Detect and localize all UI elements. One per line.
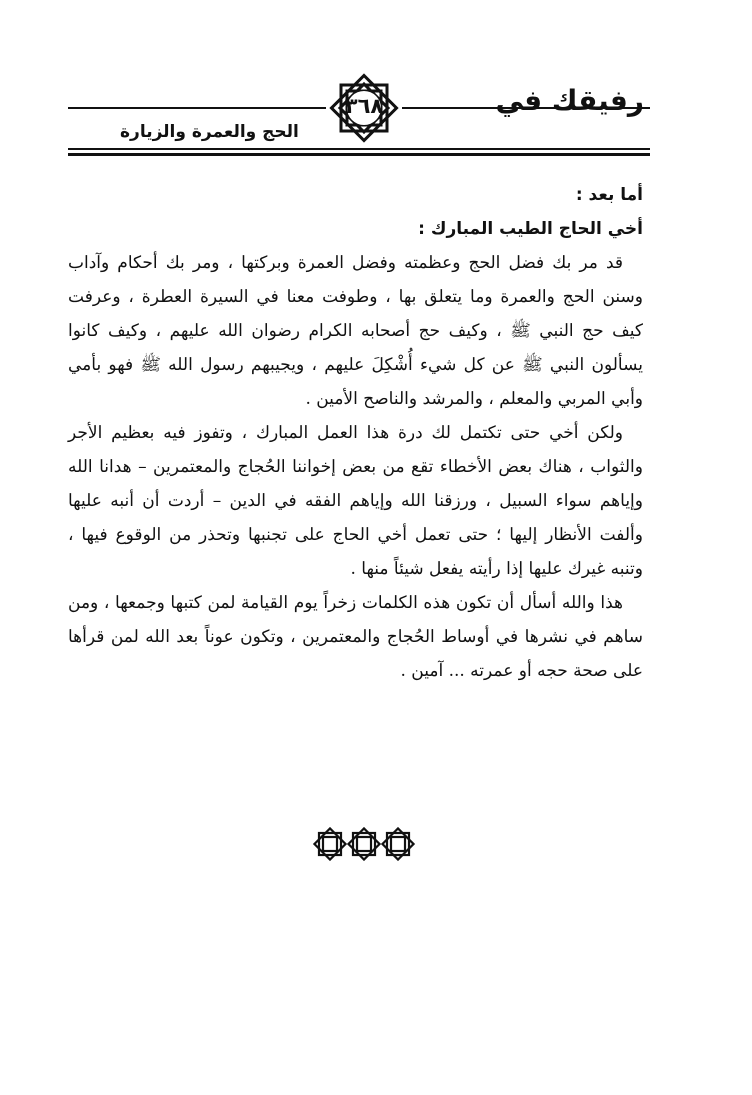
page-header — [0, 0, 752, 160]
page-number: ٣٦٨ — [344, 94, 384, 118]
closing-ornament-icon — [312, 826, 416, 862]
address-line: أخي الحاج الطيب المبارك : — [418, 219, 643, 239]
paragraph: ولكن أخي حتى تكتمل لك درة هذا العمل المبارك ، وتفوز فيه بعظيم الأجر والثواب ، هناك بعض الأخطاء تقع من بعض إخواننا الحُجاج والمعتمرين – هدانا الله وإياهم سواء السبيل ، ورزقنا الله وإياهم الفقه في الدين – أردت أن أنبه عليها وألفت الأنظار إليها ؛ حتى تعمل أخي الحاج على تجنبها وتحذر من الوقوع فيها ، وتنبه غيرك عليها إذا رأيته يفعل شيئاً منها . — [68, 423, 643, 579]
salutation: أما بعد : — [575, 185, 643, 205]
body-text — [68, 178, 643, 688]
paragraph: قد مر بك فضل الحج وعظمته وفضل العمرة وبركتها ، ومر بك أحكام وآداب وسنن الحج والعمرة وما يتعلق بها ، وطوفت معنا في السيرة العطرة ، وعرفت كيف حج النبي ﷺ ، وكيف حج أصحابه الكرام رضوان الله عليهم ، وكيف كانوا يسألون النبي ﷺ عن كل شيء أُشْكِلَ عليهم ، ويجيبهم رسول الله ﷺ فهو بأمي وأبي المربي والمعلم ، والمرشد والناصح الأمين . — [68, 253, 643, 409]
book-title: رفيقك في — [495, 84, 644, 117]
paragraph: هذا والله أسأل أن تكون هذه الكلمات زخراً يوم القيامة لمن كتبها وجمعها ، ومن ساهم في نشرها في أوساط الحُجاج والمعتمرين ، وتكون عوناً بعد الله لمن قرأها على صحة حجه أو عمرته ... آمين . — [68, 593, 643, 681]
header-rule-bottom-thick — [68, 153, 650, 156]
header-rule-bottom — [68, 148, 650, 150]
book-subtitle: الحج والعمرة والزيارة — [120, 122, 299, 142]
